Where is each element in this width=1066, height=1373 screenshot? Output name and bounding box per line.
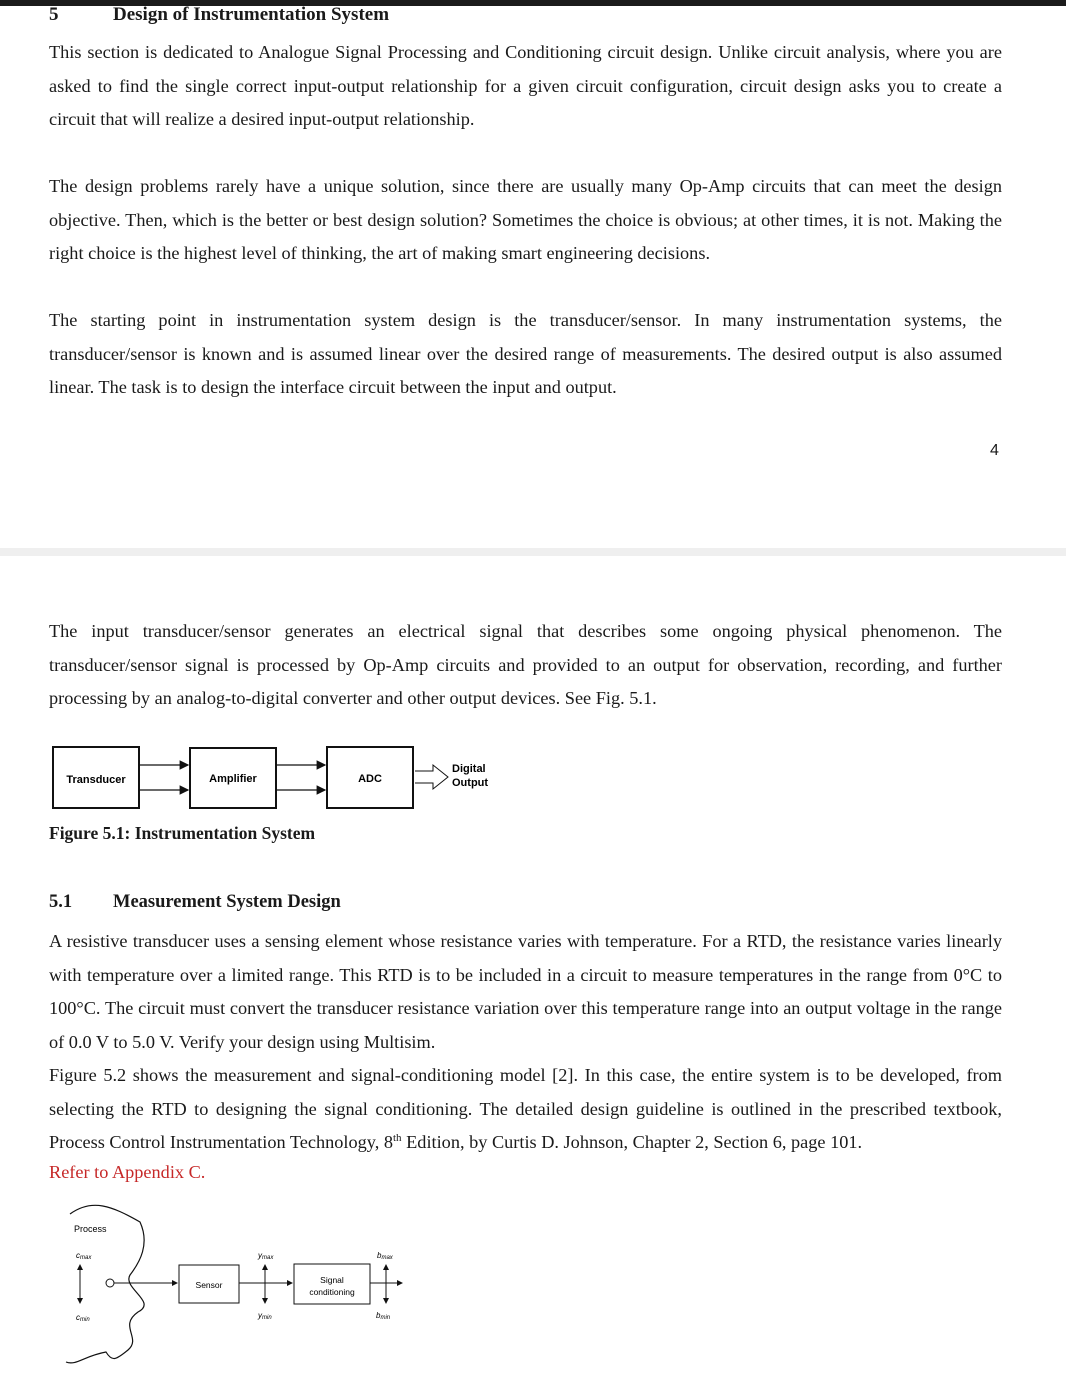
bmin-label: bmin xyxy=(376,1311,391,1321)
paragraph-resistive-transducer: A resistive transducer uses a sensing element whose resistance varies with temperature. For a RTD, the resistance varies linearly with temperature over a limited range. This RTD is to be included in a circuit to measure temperatures in the range from 0°C to 100°C. The circuit must convert the transducer resistance variation over this temperature range into an output voltage in the range of 0.0 V to 5.0 V. Verify your design using Multisim. xyxy=(49,931,1002,1052)
transducer-label: Transducer xyxy=(66,774,126,786)
process-label: Process xyxy=(74,1224,107,1234)
subsection-title: Measurement System Design xyxy=(113,892,341,912)
paragraph-intro: This section is dedicated to Analogue Signal Processing and Conditioning circuit design. Unlike circuit analysis, where you are asked to find the single correct input-output relationship for a given circuit configuration, circuit design asks you to create a circuit that will realize a desired input-output relationship. xyxy=(49,42,1002,129)
bmax-label: bmax xyxy=(377,1251,393,1261)
amplifier-label: Amplifier xyxy=(209,773,257,785)
edition-superscript: th xyxy=(393,1131,402,1144)
paragraph-starting-point: The starting point in instrumentation system design is the transducer/sensor. In many instrumentation systems, the transducer/sensor is known and is assumed linear over the desired range of measurements. The desired output is also assumed linear. The task is to design the interface circuit between the input and output. xyxy=(49,310,1002,397)
output-arrow xyxy=(415,765,448,789)
ymin-label: ymin xyxy=(258,1311,272,1321)
ymax-label: ymax xyxy=(258,1251,274,1261)
signal-conditioning-line2: conditioning xyxy=(309,1287,355,1297)
subsection-number: 5.1 xyxy=(49,892,73,912)
sensor-label: Sensor xyxy=(195,1280,223,1290)
figure-caption: Figure 5.1: Instrumentation System xyxy=(49,823,316,843)
section-number: 5 xyxy=(49,4,59,25)
section-title: Design of Instrumentation System xyxy=(113,4,390,25)
paragraph-transducer: The input transducer/sensor generates an electrical signal that describes some ongoing physical phenomenon. The transducer/sensor signal is processed by Op-Amp circuits and provided to an output for observation, recording, and further processing by an analog-to-digital converter and other output devices. See Fig. 5.1. xyxy=(49,621,1002,708)
digital-output-line1: Digital xyxy=(452,763,486,775)
adc-label: ADC xyxy=(358,773,382,785)
page-number: 4 xyxy=(990,442,999,459)
signal-conditioning-line1: Signal xyxy=(320,1275,344,1285)
appendix-link[interactable]: Refer to Appendix C. xyxy=(49,1162,206,1182)
cmax-label: cmax xyxy=(76,1251,92,1261)
paragraph-figure-reference-tail: Edition, by Curtis D. Johnson, Chapter 2, Section 6, page 101. xyxy=(401,1132,863,1152)
digital-output-line2: Output xyxy=(452,777,489,789)
process-output-node xyxy=(106,1279,114,1287)
paragraph-figure-reference-text: Figure 5.2 shows the measurement and signal-conditioning model [2]. In this case, the entire system is to be developed, from selecting the RTD to designing the signal conditioning. The detailed design guideline is outlined in the prescribed textbook, Process Control Instrumentation Technology, 8 xyxy=(49,1065,1002,1152)
paragraph-figure-reference xyxy=(49,1059,1002,1160)
cmin-label: cmin xyxy=(76,1313,90,1323)
paragraph-design-problems: The design problems rarely have a unique solution, since there are usually many Op-Amp circuits that can meet the design objective. Then, which is the better or best design solution? Sometimes the choice is obvious; at other times, it is not. Making the right choice is the highest level of thinking, the art of making smart engineering decisions. xyxy=(49,176,1002,263)
